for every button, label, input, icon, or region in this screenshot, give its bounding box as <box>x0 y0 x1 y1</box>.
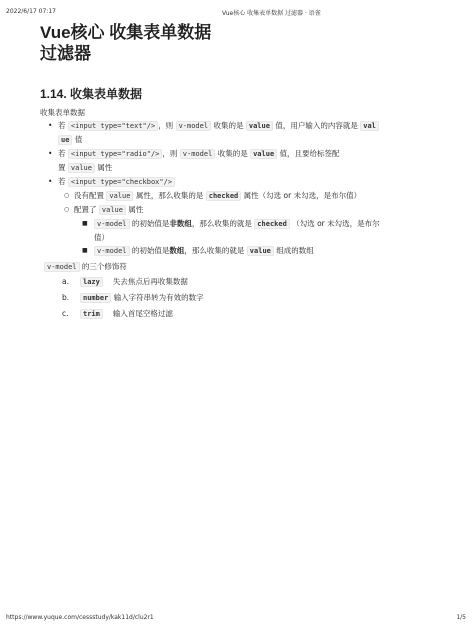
inline-code: v-model <box>44 262 80 272</box>
inline-code: value <box>68 163 95 173</box>
inline-code: v-model <box>94 246 130 256</box>
list-item-modifier-lazy: a. lazy 失去焦点后再收集数据 <box>62 277 188 286</box>
inline-code: v-model <box>94 219 130 229</box>
modifiers-intro: v-model 的三个修饰符 <box>44 260 440 274</box>
list-item-modifier-number: b. number 输入字符串转为有效的数字 <box>62 293 204 302</box>
inline-code: checked <box>206 191 242 201</box>
bullet-square-icon: ■ <box>82 220 88 227</box>
inline-code: val <box>360 121 379 131</box>
bullet-dot-icon: • <box>48 177 53 186</box>
bullet-dot-icon: • <box>48 149 53 158</box>
inline-code: value <box>99 205 126 215</box>
bullet-list <box>40 119 440 258</box>
page-title-line1: Vue核心 收集表单数据 <box>40 23 212 42</box>
page-number: 1/5 <box>456 614 466 621</box>
list-item-non-array: ■ v-model 的初始值是非数组，那么收集的就是 checked （勾选 or 未勾选，是布尔 值） <box>82 219 380 242</box>
print-header <box>6 8 466 18</box>
inline-code: number <box>80 293 111 303</box>
inline-code: lazy <box>80 277 103 287</box>
list-item-text-input: • 若 <input type="text"/> ，则 v-model 收集的是 value 值，用户输入的内容就是 val ue 值 <box>40 119 440 147</box>
page-title <box>40 22 440 64</box>
list-item-array: ■ v-model 的初始值是数组，那么收集的就是 value 组成的数组 <box>82 246 314 255</box>
nested-list <box>80 217 440 258</box>
print-date: 2022/6/17 07:17 <box>6 8 56 15</box>
page-url: https://www.yuque.com/cessstudy/kak11d/clu2r1 <box>6 614 154 621</box>
intro-text: 收集表单数据 <box>40 108 85 117</box>
list-item-checkbox-input: • 若 <input type="checkbox"/> ○ 没有配置 value 属性，那么收集的是 checked 属性（勾选 or 未勾选，是布尔值） ○ 配置了 value 属性 ■ v-model 的初始值是非数组，那么收集的就是 checked （勾选 or 未勾选，是布尔 值） ■ v-model 的初始值是数组，那么收集的就是 value 组成的数组 <box>40 175 440 258</box>
nested-list <box>64 189 440 258</box>
inline-code: value <box>250 149 277 159</box>
inline-code: trim <box>80 309 103 319</box>
list-item-radio-input: • 若 <input type="radio"/> ，则 v-model 收集的是 value 值，且要给标签配 置 value 属性 <box>48 149 340 172</box>
section-heading: 1.14. 收集表单数据 <box>40 87 143 101</box>
list-item-modifier-trim: c. trim 输入首尾空格过滤 <box>62 309 173 318</box>
inline-code: <input type="text"/> <box>68 121 158 131</box>
bullet-square-icon: ■ <box>82 247 88 254</box>
inline-code: v-model <box>176 121 212 131</box>
inline-code: checked <box>254 219 290 229</box>
bullet-dot-icon: • <box>48 121 53 130</box>
inline-code: <input type="radio"/> <box>68 149 163 159</box>
inline-code: ue <box>58 135 72 145</box>
inline-code: <input type="checkbox"/> <box>68 177 175 187</box>
document-body <box>40 22 440 322</box>
inline-code: value <box>247 246 274 256</box>
print-title: Vue核心 收集表单数据 过滤器 · 语雀 <box>222 10 321 17</box>
inline-code: v-model <box>180 149 216 159</box>
list-item-no-value: ○ 没有配置 value 属性，那么收集的是 checked 属性（勾选 or 未勾选，是布尔值） <box>64 191 362 200</box>
modifiers-list <box>62 274 440 322</box>
bullet-circle-icon: ○ <box>64 206 70 213</box>
bullet-circle-icon: ○ <box>64 192 70 199</box>
list-item-with-value: ○ 配置了 value 属性 ■ v-model 的初始值是非数组，那么收集的就是 checked （勾选 or 未勾选，是布尔 值） ■ v-model 的初始值是数组，那么收集的就是 value 组成的数组 <box>64 203 440 258</box>
print-footer <box>6 614 466 624</box>
inline-code: value <box>246 121 273 131</box>
inline-code: value <box>106 191 133 201</box>
page-title-line2: 过滤器 <box>40 44 91 63</box>
